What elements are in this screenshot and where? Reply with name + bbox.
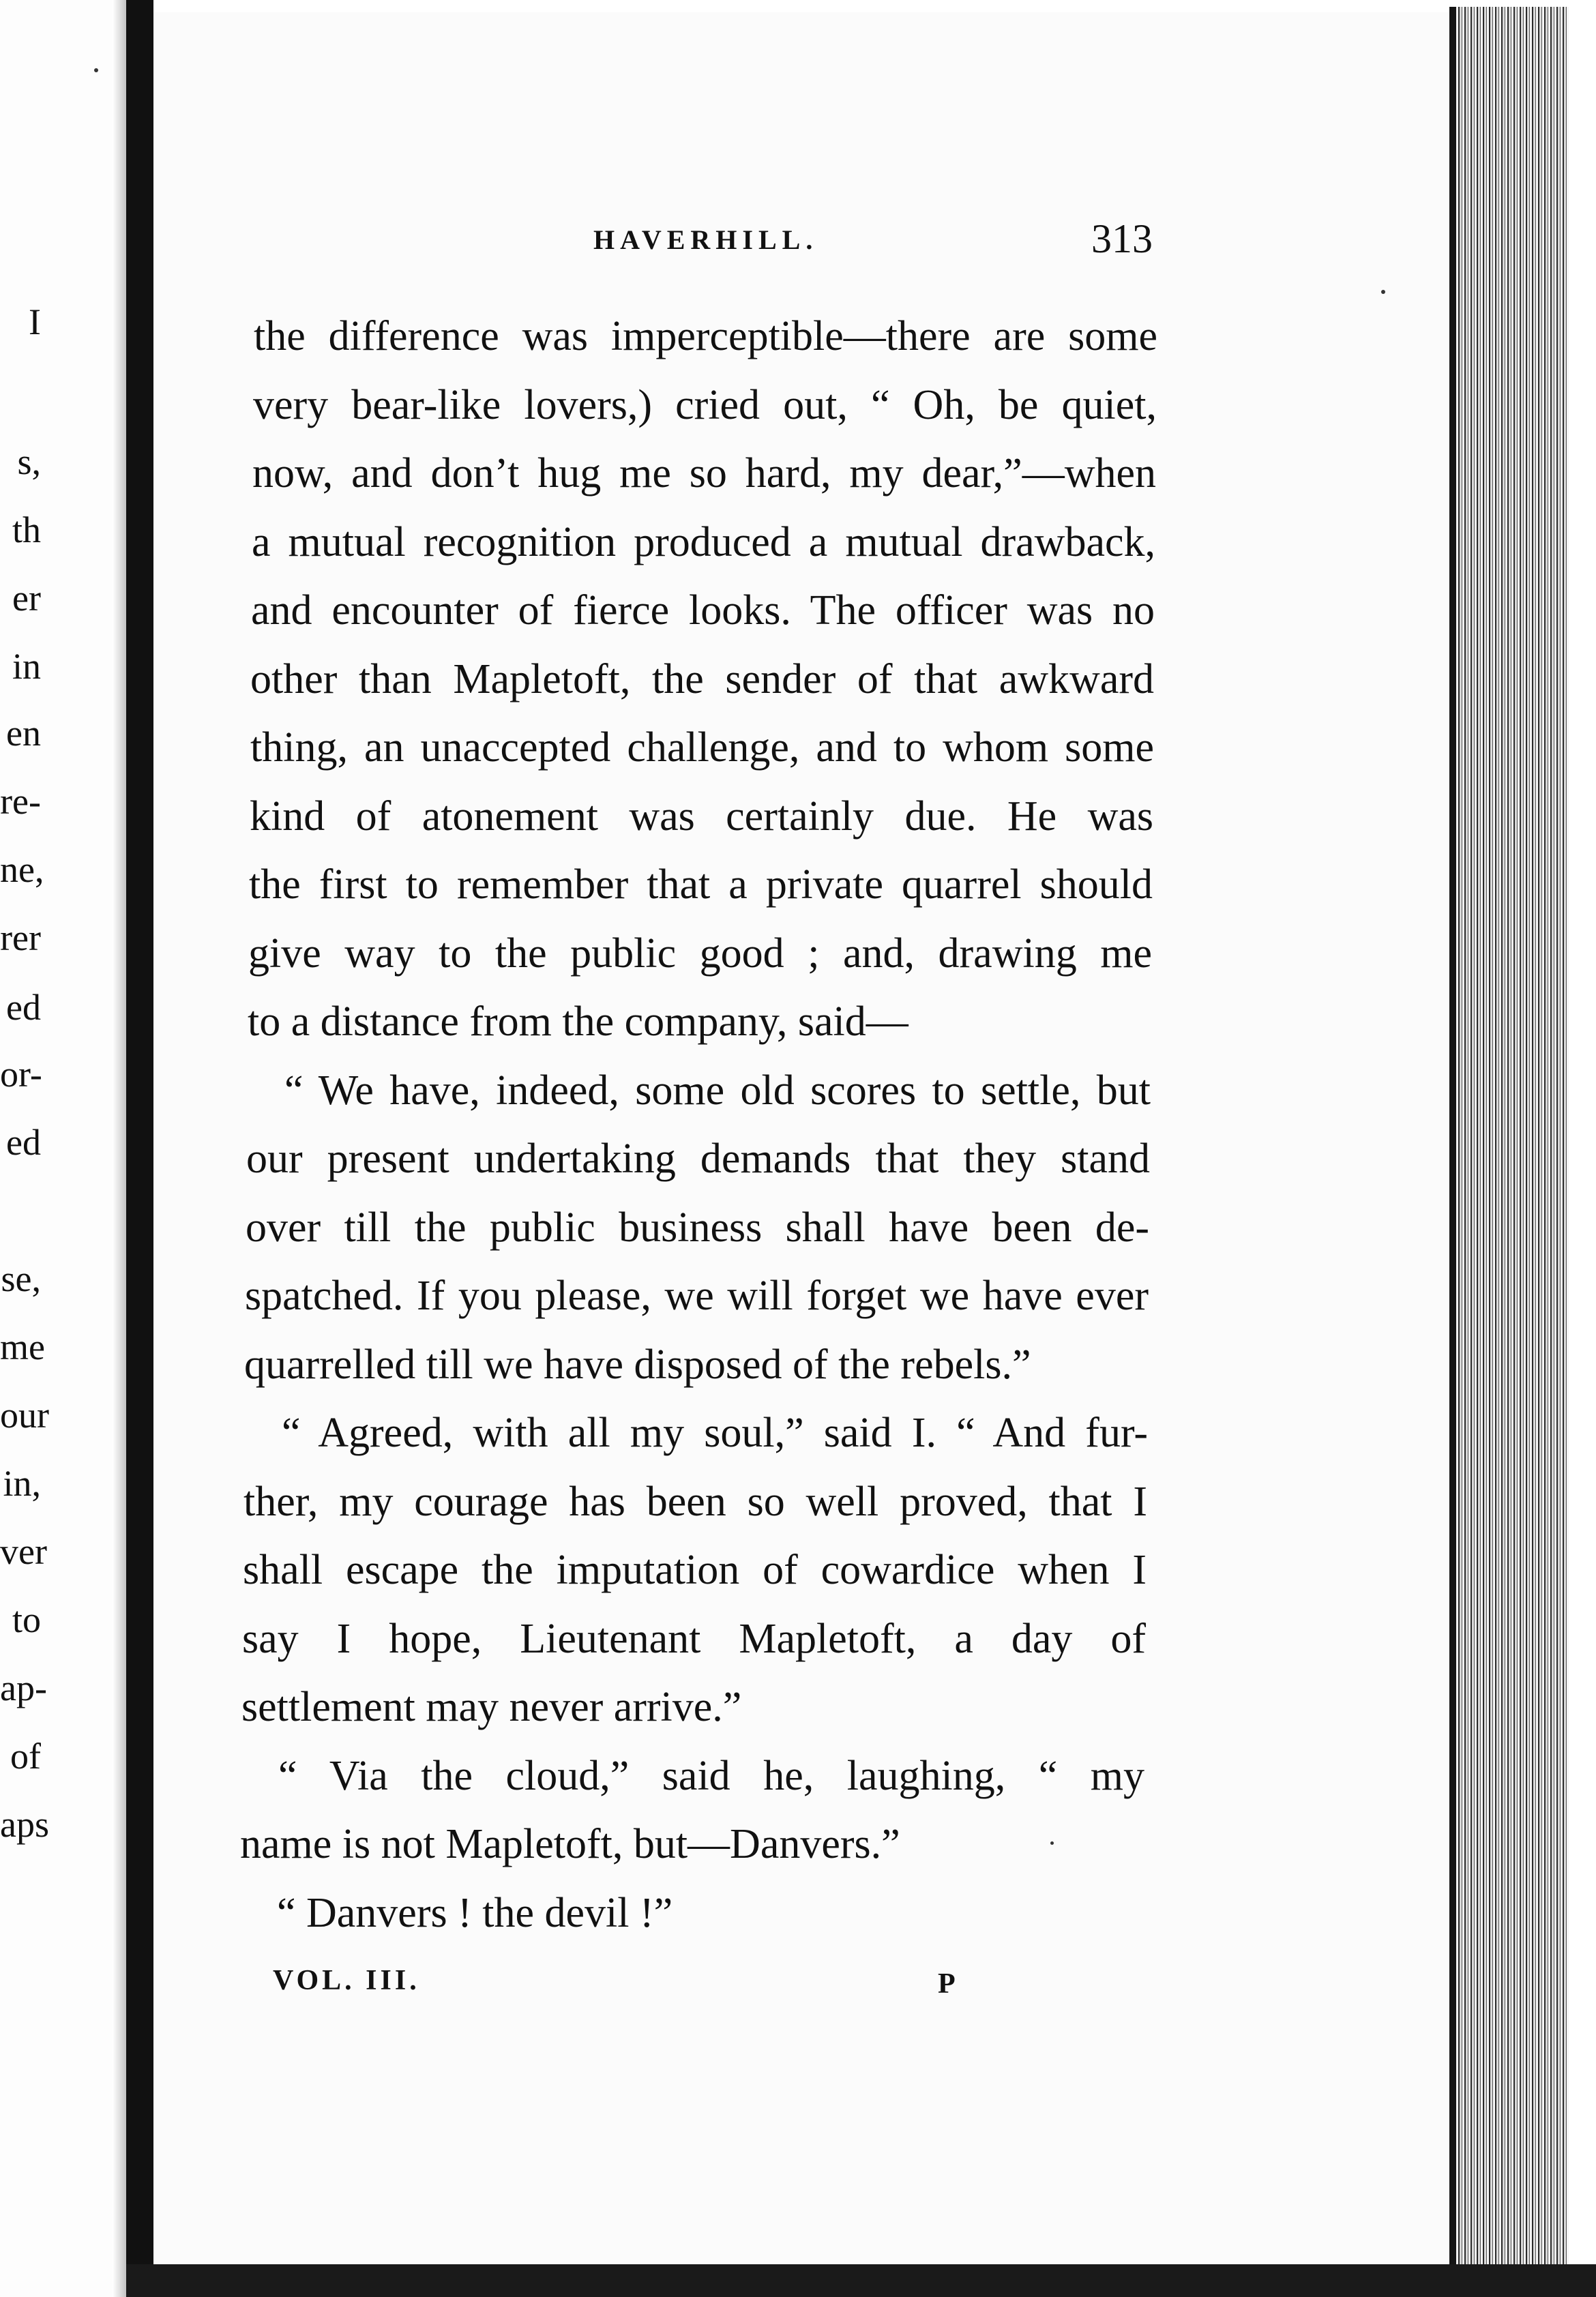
facing-page-fragment: me [0, 1327, 45, 1367]
facing-page-fragment: ed [6, 1122, 41, 1163]
text-line: now, and don’t hug me so hard, my dear,”—when [252, 450, 1156, 497]
text-line: “ We have, indeed, some old scores to settle, but [284, 1067, 1151, 1114]
ink-speck [94, 68, 98, 72]
signature-mark: P [938, 1968, 956, 2000]
book-gutter [126, 0, 153, 2297]
ink-speck [1381, 290, 1385, 294]
text-line: give way to the public good ; and, drawing me [248, 930, 1152, 977]
text-line: spatched. If you please, we will forget we have ever [245, 1273, 1149, 1319]
gutter-shadow [113, 0, 128, 2297]
right-margin [1569, 0, 1596, 2297]
facing-page-fragment: in, [3, 1463, 41, 1504]
facing-page-fragment: ap- [0, 1668, 47, 1708]
text-line: to a distance from the company, said— [248, 998, 908, 1045]
book-page-stack-edge [1456, 7, 1572, 2278]
text-line: “ Agreed, with all my soul,” said I. “ And fur- [282, 1410, 1148, 1456]
facing-page-fragment: our [0, 1395, 49, 1436]
facing-page-fragment: re- [0, 781, 41, 822]
text-line: very bear-like lovers,) cried out, “ Oh, be quiet, [253, 382, 1157, 428]
facing-page-fragment: er [12, 578, 41, 619]
facing-page-fragment: ed [6, 987, 41, 1028]
facing-page-fragment: rer [0, 917, 41, 958]
facing-page-fragment: I [29, 301, 41, 342]
text-line: a mutual recognition produced a mutual drawback, [252, 519, 1155, 565]
text-line: “ Danvers ! the devil !” [277, 1890, 673, 1936]
text-line: ther, my courage has been so well proved, that I [243, 1479, 1147, 1525]
running-head: HAVERHILL. [593, 224, 818, 255]
facing-page-fragment: en [6, 713, 41, 754]
text-line: thing, an unaccepted challenge, and to whom some [250, 724, 1154, 771]
facing-page-fragment: aps [0, 1804, 49, 1845]
text-line: the first to remember that a private quarrel should [249, 861, 1153, 908]
text-line: kind of atonement was certainly due. He was [250, 793, 1153, 840]
facing-page-fragment: ne, [0, 849, 44, 890]
volume-signature: VOL. III. [273, 1965, 420, 1996]
text-line: settlement may never arrive.” [241, 1684, 742, 1730]
text-line: “ Via the cloud,” said he, laughing, “ my [278, 1753, 1144, 1799]
ink-speck [1050, 1841, 1054, 1845]
bottom-edge [126, 2264, 1596, 2297]
facing-page-fragment: se, [1, 1258, 41, 1299]
text-line: shall escape the imputation of cowardice when I [243, 1547, 1147, 1593]
text-line: and encounter of fierce looks. The officer was no [251, 587, 1155, 634]
facing-page-fragment: of [10, 1736, 41, 1777]
text-line: say I hope, Lieutenant Mapletoft, a day of [242, 1616, 1146, 1662]
text-line: quarrelled till we have disposed of the rebels.” [244, 1342, 1031, 1388]
facing-page-fragment: to [12, 1599, 41, 1640]
text-line: name is not Mapletoft, but—Danvers.” [240, 1821, 900, 1867]
text-line: other than Mapletoft, the sender of that awkward [250, 656, 1154, 702]
facing-page-fragment: ver [0, 1531, 47, 1572]
text-line: our present undertaking demands that they stand [246, 1136, 1150, 1182]
page-number: 313 [1091, 216, 1153, 261]
facing-page-fragment: th [12, 509, 41, 550]
facing-page-fragment: s, [17, 441, 41, 482]
text-line: the difference was imperceptible—there are some [254, 313, 1157, 359]
facing-page-fragment: or- [0, 1054, 42, 1095]
text-line: over till the public business shall have been de- [246, 1204, 1149, 1251]
facing-page-fragment: in [12, 646, 41, 687]
